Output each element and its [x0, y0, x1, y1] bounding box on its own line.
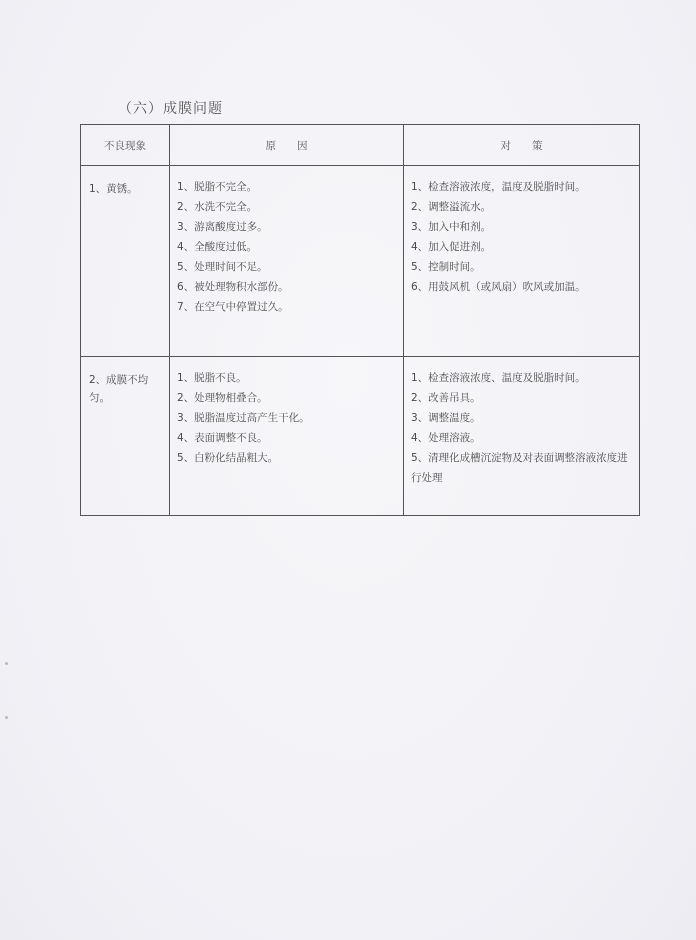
table-row	[81, 357, 640, 516]
header-cause: 原 因	[170, 125, 404, 166]
phenomenon-cell: 2、成膜不均匀。	[81, 357, 170, 516]
defect-table	[80, 124, 640, 516]
header-remedy: 对 策	[404, 125, 640, 166]
remedy-item: 3、调整温度。	[411, 412, 481, 424]
remedy-item: 4、加入促进剂。	[411, 241, 492, 253]
cause-item: 4、表面调整不良。	[177, 432, 268, 444]
cause-item: 5、白粉化结晶粗大。	[177, 452, 279, 464]
remedy-item: 2、改善吊具。	[411, 392, 481, 404]
cause-item: 3、脱脂温度过高产生干化。	[177, 412, 310, 424]
phenomenon-cell: 1、黄锈。	[81, 166, 170, 357]
cause-cell	[170, 357, 404, 516]
remedy-item: 5、控制时间。	[411, 261, 481, 273]
cause-list	[171, 358, 402, 478]
remedy-item: 1、检查溶液浓度、温度及脱脂时间。	[411, 372, 586, 384]
remedy-cell	[404, 166, 640, 357]
cause-item: 1、脱脂不完全。	[177, 181, 258, 193]
remedy-list	[405, 167, 638, 307]
header-phenomenon: 不良现象	[81, 125, 170, 166]
remedy-item: 3、加入中和剂。	[411, 221, 492, 233]
remedy-item: 6、用鼓风机（或风扇）吹风或加温。	[411, 281, 586, 293]
scan-speck	[5, 716, 8, 719]
cause-item: 2、处理物相叠合。	[177, 392, 268, 404]
cause-item: 2、水洗不完全。	[177, 201, 258, 213]
cause-list	[171, 167, 402, 327]
cause-item: 3、游离酸度过多。	[177, 221, 268, 233]
cause-item: 5、处理时间不足。	[177, 261, 268, 273]
cause-item: 1、脱脂不良。	[177, 372, 247, 384]
remedy-item: 4、处理溶液。	[411, 432, 481, 444]
section-title: （六）成膜问题	[118, 101, 223, 117]
cause-item: 7、在空气中停置过久。	[177, 301, 289, 313]
remedy-item: 2、调整溢流水。	[411, 201, 492, 213]
remedy-item: 1、检查溶液浓度，温度及脱脂时间。	[411, 181, 586, 193]
cause-cell	[170, 166, 404, 357]
cause-item: 6、被处理物积水部份。	[177, 281, 289, 293]
remedy-list	[405, 358, 638, 498]
remedy-item: 5、清理化成槽沉淀物及对表面调整溶液浓度进行处理	[411, 452, 628, 484]
remedy-cell	[404, 357, 640, 516]
cause-item: 4、全酸度过低。	[177, 241, 258, 253]
table-row	[81, 166, 640, 357]
scan-speck	[5, 662, 8, 665]
table-header-row	[81, 125, 640, 166]
